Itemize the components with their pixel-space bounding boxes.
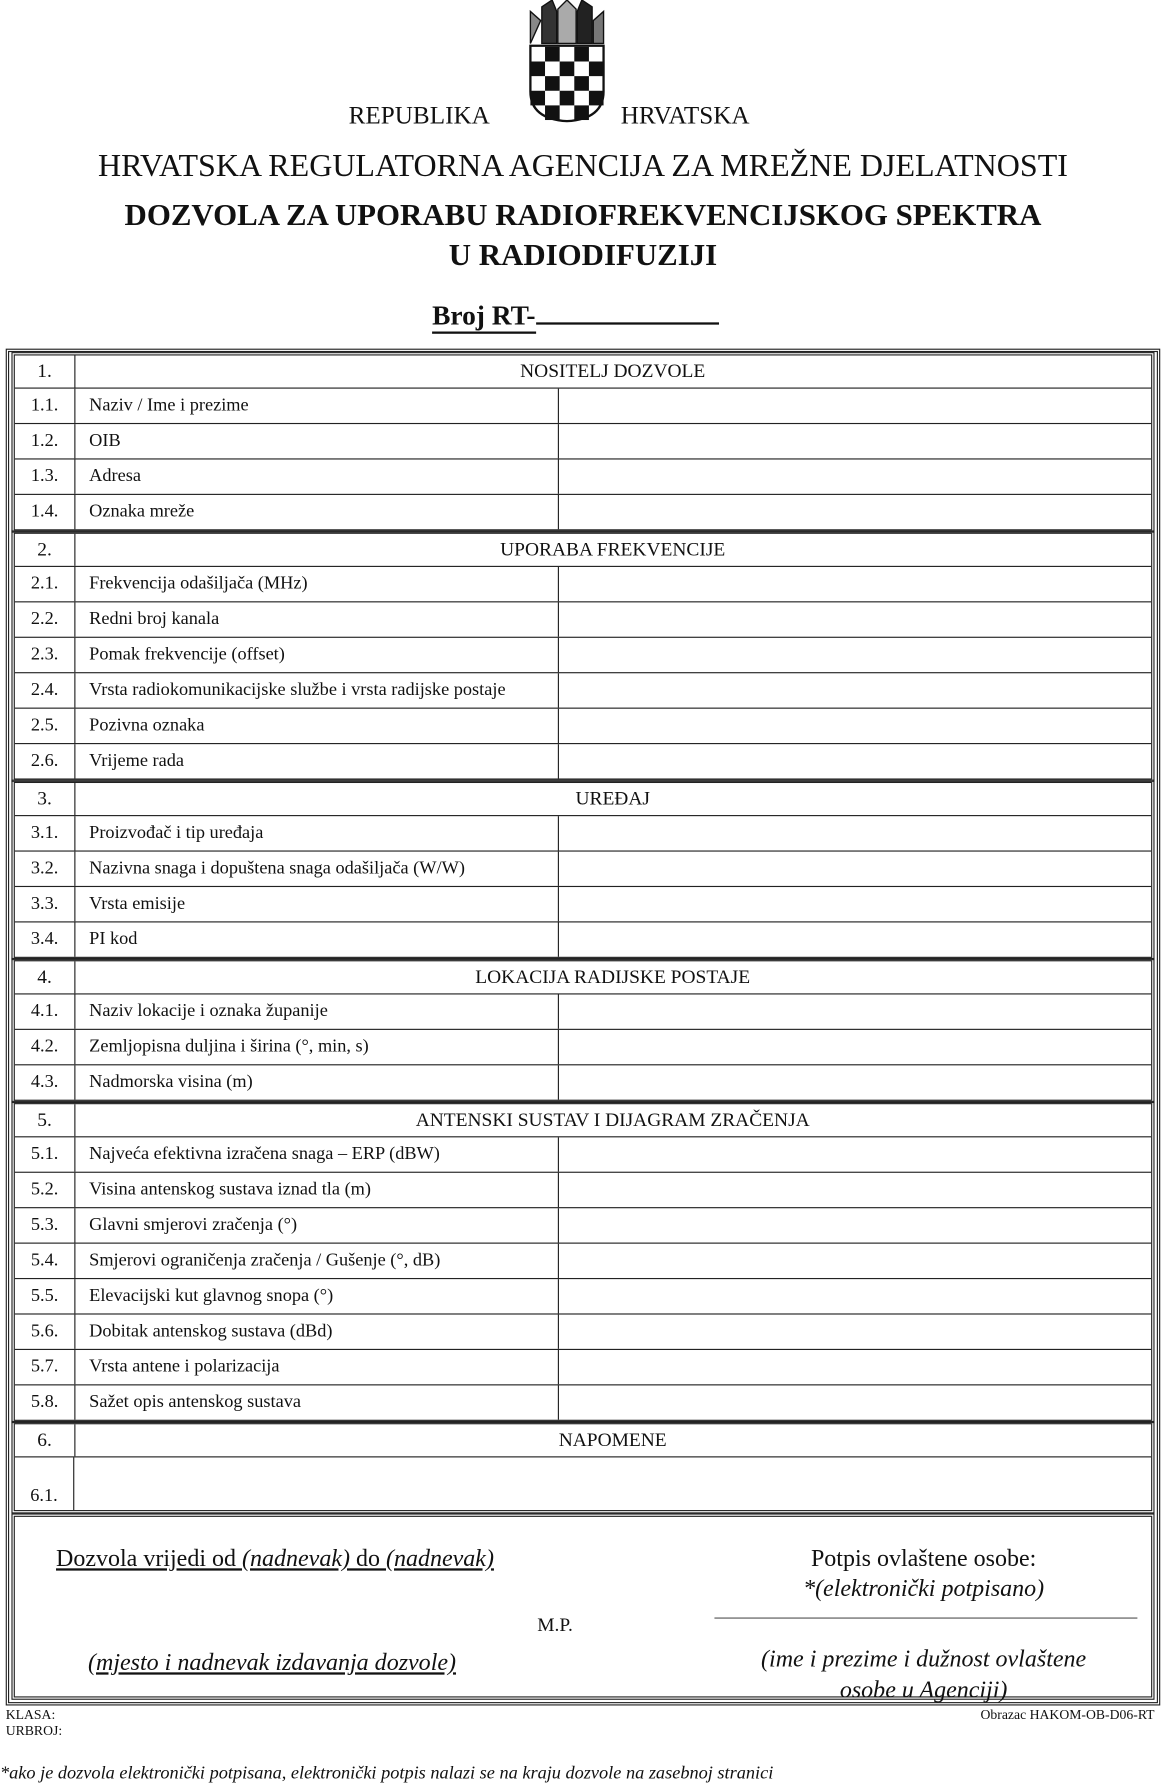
section-3	[11, 780, 1154, 961]
row-label: Frekvencija odašiljača (MHz)	[89, 573, 308, 594]
section-number: 1.	[15, 356, 76, 388]
signer-title: Potpis ovlaštene osobe:	[810, 1544, 1037, 1572]
shield-check	[530, 61, 545, 76]
shield-check	[574, 105, 589, 120]
shield-check	[560, 91, 575, 106]
shield-check	[574, 47, 589, 62]
row-label: Smjerovi ograničenja zračenja / Gušenje (°, dB)	[89, 1250, 441, 1270]
row-number: 5.8.	[15, 1385, 76, 1419]
row-number: 3.4.	[15, 922, 76, 956]
row-label: Glavni smjerovi zračenja (°)	[89, 1215, 298, 1235]
row-label: Dobitak antenskog sustava (dBd)	[89, 1321, 333, 1341]
section-5	[11, 1101, 1154, 1423]
section-title: UPORABA FREKVENCIJE	[500, 538, 726, 561]
table-row	[15, 886, 1151, 921]
stamp-placeholder: M.P.	[537, 1614, 573, 1636]
coat-of-arms-logo	[527, 0, 607, 123]
section-header	[15, 961, 1151, 993]
table-row	[15, 815, 1151, 850]
shield-check	[589, 61, 604, 76]
row-value-field[interactable]	[558, 1315, 1151, 1349]
row-label: Pomak frekvencije (offset)	[89, 644, 285, 665]
row-number: 2.6.	[15, 744, 76, 778]
agency-name: HRVATSKA REGULATORNA AGENCIJA ZA MREŽNE DJELATNOSTI	[98, 148, 1068, 185]
section-number: 5.	[15, 1104, 76, 1136]
republika-label: REPUBLIKA	[348, 100, 490, 130]
section-header	[15, 534, 1151, 566]
row-number: 2.5.	[15, 709, 76, 743]
validity-period	[56, 1544, 494, 1573]
table-row	[15, 743, 1151, 778]
row-number: 5.2.	[15, 1173, 76, 1207]
row-label: Proizvođač i tip uređaja	[89, 823, 264, 843]
row-label: Naziv / Ime i prezime	[89, 395, 249, 415]
row-label: Visina antenskog sustava iznad tla (m)	[89, 1179, 371, 1200]
section-number: 6.	[15, 1424, 76, 1456]
signer-name-line1: (ime i prezime i dužnost ovlaštene	[761, 1644, 1087, 1673]
row-value-field[interactable]	[558, 1208, 1151, 1242]
row-number: 5.4.	[15, 1244, 76, 1278]
row-number: 3.3.	[15, 887, 76, 921]
table-row	[15, 601, 1151, 636]
section-header	[15, 1104, 1151, 1136]
signature-block	[11, 1513, 1154, 1704]
row-value-field[interactable]	[558, 567, 1151, 601]
row-value-field[interactable]	[558, 922, 1151, 956]
table-row	[15, 388, 1151, 423]
row-number: 2.4.	[15, 673, 76, 707]
row-number: 6.1.	[15, 1457, 74, 1510]
section-header	[15, 1424, 1151, 1456]
row-value-field[interactable]	[558, 495, 1151, 529]
place-and-date[interactable]: (mjesto i nadnevak izdavanja dozvole)	[88, 1648, 457, 1676]
row-label: OIB	[89, 430, 121, 451]
row-label: Vrsta antene i polarizacija	[89, 1356, 280, 1377]
row-number: 3.2.	[15, 852, 76, 886]
row-value-field[interactable]	[558, 1030, 1151, 1064]
table-row	[15, 423, 1151, 458]
row-number: 4.1.	[15, 994, 76, 1028]
row-value-field[interactable]	[558, 1065, 1151, 1099]
document-subtitle: U RADIODIFUZIJI	[448, 237, 718, 273]
row-value-field[interactable]	[558, 1173, 1151, 1207]
permit-form-table	[6, 349, 1161, 1706]
row-value-field[interactable]	[558, 424, 1151, 458]
validity-mid: do	[349, 1544, 386, 1572]
table-row	[15, 672, 1151, 707]
row-value-field[interactable]	[558, 994, 1151, 1028]
row-label: Adresa	[89, 466, 141, 486]
table-row	[15, 494, 1151, 529]
row-value-field[interactable]	[558, 460, 1151, 494]
signer-name-line2: osobe u Agenciji)	[839, 1675, 1008, 1704]
validity-prefix: Dozvola vrijedi od	[56, 1544, 243, 1572]
permit-number	[432, 299, 718, 332]
section-4	[11, 958, 1154, 1103]
table-row	[15, 566, 1151, 601]
row-number: 5.1.	[15, 1137, 76, 1171]
table-row	[15, 1172, 1151, 1207]
section-title: LOKACIJA RADIJSKE POSTAJE	[475, 965, 751, 988]
section-title: NOSITELJ DOZVOLE	[520, 360, 706, 382]
row-label: Redni broj kanala	[89, 609, 220, 629]
section-6	[11, 1421, 1154, 1514]
shield-check	[545, 76, 560, 91]
row-value-field[interactable]	[558, 1137, 1151, 1171]
row-label: Vrsta emisije	[89, 893, 186, 914]
signed-note: *(elektronički potpisano)	[803, 1574, 1045, 1602]
row-value-field[interactable]	[558, 852, 1151, 886]
form-code: Obrazac HAKOM-OB-D06-RT	[980, 1706, 1155, 1723]
row-value-field[interactable]	[558, 709, 1151, 743]
row-label: Sažet opis antenskog sustava	[89, 1392, 301, 1412]
table-row	[15, 1243, 1151, 1278]
section-header	[15, 783, 1151, 815]
footnote: *ako je dozvola elektronički potpisana, elektronički potpis nalazi se na kraju dozvole na zasebnoj stranici	[0, 1763, 774, 1784]
row-number: 5.7.	[15, 1350, 76, 1384]
shield-check	[530, 91, 545, 106]
table-row	[15, 637, 1151, 672]
table-row	[15, 458, 1151, 493]
row-number: 5.5.	[15, 1279, 76, 1313]
row-value-field[interactable]	[558, 744, 1151, 778]
row-value-field[interactable]	[558, 638, 1151, 672]
row-label: Nadmorska visina (m)	[89, 1072, 253, 1092]
section-number: 2.	[15, 534, 76, 566]
row-number: 5.6.	[15, 1315, 76, 1349]
table-row	[15, 1313, 1151, 1348]
row-number: 1.3.	[15, 460, 76, 494]
row-value-field[interactable]	[558, 389, 1151, 423]
notes-field[interactable]	[89, 1457, 1151, 1510]
shield-check	[574, 76, 589, 91]
document-title: DOZVOLA ZA UPORABU RADIOFREKVENCIJSKOG SPEKTRA	[124, 197, 1042, 233]
row-label: Vrsta radiokomunikacijske službe i vrsta radijske postaje	[89, 680, 506, 700]
table-row	[15, 1456, 1151, 1510]
section-header	[15, 356, 1151, 388]
table-row	[15, 1278, 1151, 1313]
table-row	[15, 1349, 1151, 1384]
section-2	[11, 530, 1154, 781]
table-row	[15, 1064, 1151, 1099]
table-row	[15, 993, 1151, 1028]
permit-number-field[interactable]	[536, 299, 719, 324]
table-row	[15, 1207, 1151, 1242]
row-number: 4.2.	[15, 1030, 76, 1064]
permit-number-label: Broj RT-	[432, 302, 535, 334]
section-title: UREĐAJ	[575, 787, 650, 810]
row-label: Najveća efektivna izračena snaga – ERP (dBW)	[89, 1144, 440, 1164]
row-number: 2.2.	[15, 602, 76, 636]
shield-check	[545, 105, 560, 120]
table-row	[15, 850, 1151, 885]
section-title: ANTENSKI SUSTAV I DIJAGRAM ZRAČENJA	[415, 1108, 810, 1131]
table-row	[15, 921, 1151, 956]
row-label: Vrijeme rada	[89, 751, 185, 771]
section-title: NAPOMENE	[558, 1428, 667, 1451]
row-value-field[interactable]	[558, 816, 1151, 850]
row-number: 2.1.	[15, 567, 76, 601]
row-number: 1.2.	[15, 424, 76, 458]
row-value-field[interactable]	[558, 673, 1151, 707]
row-value-field[interactable]	[558, 1385, 1151, 1419]
table-row	[15, 708, 1151, 743]
shield-check	[589, 91, 604, 106]
row-value-field[interactable]	[558, 602, 1151, 636]
row-number: 4.3.	[15, 1065, 76, 1099]
urbroj-label: URBROJ:	[5, 1722, 63, 1739]
validity-to[interactable]: (nadnevak)	[385, 1544, 494, 1572]
table-row	[15, 1384, 1151, 1419]
row-label: Zemljopisna duljina i širina (°, min, s)	[89, 1036, 369, 1057]
section-number: 3.	[15, 783, 76, 815]
row-number: 2.3.	[15, 638, 76, 672]
row-label: Naziv lokacije i oznaka županije	[89, 1001, 328, 1021]
row-number: 1.1.	[15, 389, 76, 423]
row-label: Oznaka mreže	[89, 501, 195, 522]
row-value-field[interactable]	[558, 887, 1151, 921]
signature-line[interactable]	[714, 1617, 1137, 1618]
shield-check	[545, 47, 560, 62]
row-value-field[interactable]	[558, 1244, 1151, 1278]
section-1	[11, 352, 1154, 533]
hrvatska-label: HRVATSKA	[620, 100, 750, 130]
row-number: 1.4.	[15, 495, 76, 529]
row-number: 3.1.	[15, 816, 76, 850]
row-label: Pozivna oznaka	[89, 715, 205, 736]
row-value-field[interactable]	[558, 1350, 1151, 1384]
klasa-label: KLASA:	[5, 1706, 56, 1723]
row-label: PI kod	[89, 929, 138, 949]
table-row	[15, 1029, 1151, 1064]
row-number: 5.3.	[15, 1208, 76, 1242]
row-value-field[interactable]	[558, 1279, 1151, 1313]
section-number: 4.	[15, 961, 76, 993]
table-row	[15, 1136, 1151, 1171]
row-label: Nazivna snaga i dopuštena snaga odašiljača (W/W)	[89, 858, 465, 878]
validity-from[interactable]: (nadnevak)	[242, 1544, 350, 1572]
shield-check	[560, 61, 575, 76]
row-label: Elevacijski kut glavnog snopa (°)	[89, 1285, 334, 1306]
